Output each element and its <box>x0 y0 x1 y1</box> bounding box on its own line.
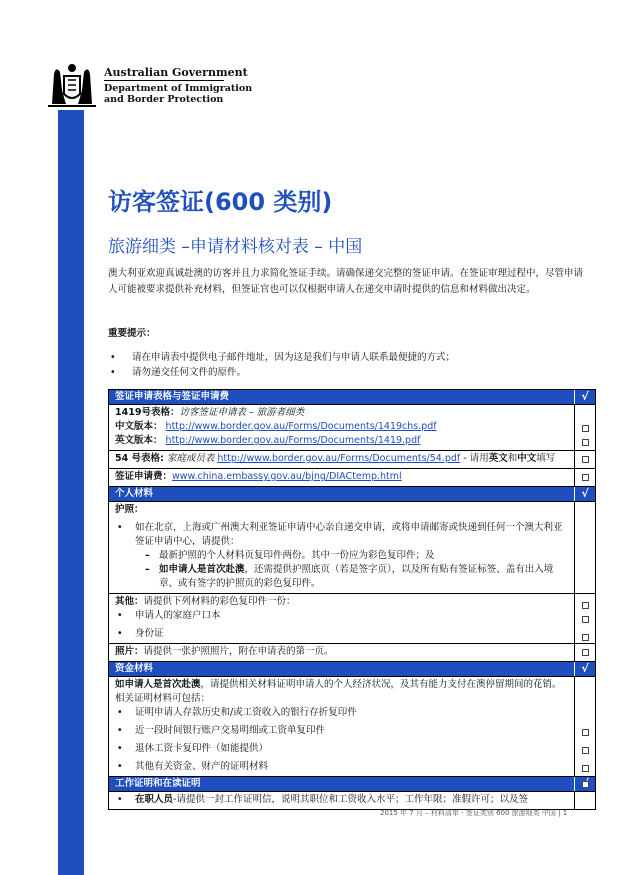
government-branding <box>104 66 252 105</box>
checkbox[interactable] <box>582 781 589 788</box>
work-item <box>115 793 570 807</box>
checkbox[interactable] <box>582 747 589 754</box>
other-item-2: • 身份证 <box>115 627 570 641</box>
form-1419-english-link[interactable]: http://www.border.gov.au/Forms/Documents/1419.pdf <box>165 435 421 446</box>
form-54-note-english: 英文 <box>488 453 508 464</box>
work-text: -请提供一封工作证明信，说明其职位和工资收入水平；工作年限；准假许可；以及签 <box>173 794 528 805</box>
notice-item: • 请勿递交任何文件的原件。 <box>108 365 583 380</box>
table-row-form1419 <box>108 405 596 451</box>
section-title: 资金材料 <box>108 662 574 676</box>
page-title: 访客签证(600 类别) <box>108 188 333 216</box>
coat-of-arms-icon <box>44 60 100 110</box>
notices-list <box>108 350 583 380</box>
other-item-1: • 申请人的家庭户口本 <box>115 609 570 623</box>
table-row-other <box>108 594 596 644</box>
employed-label: 在职人员 <box>135 794 174 805</box>
section-header-work <box>108 777 596 792</box>
funds-first-visit-label: 如申请人是首次赴澳 <box>115 679 201 690</box>
page-subtitle: 旅游细类 –申请材料核对表 – 中国 <box>108 237 363 257</box>
section-header-funds <box>108 662 596 677</box>
check-cell <box>574 594 596 643</box>
table-row-photo <box>108 644 596 662</box>
check-cell <box>574 405 596 450</box>
form-54-note-fill: 填写 <box>536 453 556 464</box>
checkbox[interactable] <box>582 765 589 772</box>
checklist-table <box>108 389 596 810</box>
section-title: 签证申请表格与签证申请费 <box>108 390 574 404</box>
check-mark-icon: √ <box>574 487 596 501</box>
form-54-link[interactable]: http://www.border.gov.au/Forms/Documents/54.pdf <box>217 453 461 464</box>
row-content <box>108 792 574 809</box>
row-content <box>108 677 574 776</box>
passport-label: 护照： <box>115 504 144 515</box>
other-text: 请提供下列材料的彩色复印件一份： <box>143 596 296 607</box>
check-cell <box>574 677 596 776</box>
passport-dash-1: – 最新护照的个人材料页复印件两份。其中一份应为彩色复印件；及 <box>115 549 570 563</box>
check-cell <box>574 451 596 468</box>
form-54-desc: 家庭成员表 <box>166 453 215 464</box>
funds-item-4: • 其他有关资金、财产的证明材料 <box>115 760 570 774</box>
check-cell <box>574 644 596 661</box>
check-cell <box>574 502 596 593</box>
form-1419-desc: 访客签证申请表 – 旅游者细类 <box>179 407 305 418</box>
page-footer: 2015 年 7 月 – 材料清单 - 签证类别 600 旅游细类 中国 | 1 <box>380 809 568 817</box>
checkbox[interactable] <box>582 474 589 481</box>
notice-item: • 请在申请表中提供电子邮件地址，因为这是我们与申请人联系最便捷的方式； <box>108 350 583 365</box>
check-cell <box>574 792 596 809</box>
passport-bullet: • 如在北京，上海或广州澳大利亚签证申请中心亲自递交申请，或将申请邮寄或快递到任何一个澳大利亚签证申请中心，请提供： <box>115 521 570 549</box>
chinese-version-label: 中文版本： <box>115 421 163 432</box>
checkbox[interactable] <box>582 439 589 446</box>
form-54-note: - 请用 <box>460 453 489 464</box>
funds-item-2: • 近一段时间银行账户交易明细或工资单复印件 <box>115 724 570 738</box>
checkbox[interactable] <box>582 729 589 736</box>
check-cell <box>574 469 596 486</box>
checkbox[interactable] <box>582 616 589 623</box>
department-line-2: and Border Protection <box>104 94 224 105</box>
government-name: Australian Government <box>104 66 248 79</box>
side-color-bar <box>58 110 84 875</box>
first-visit-label: 如申请人是首次赴澳 <box>159 564 245 575</box>
funds-intro: ，请提供相关材料证明申请人的个人经济状况，及其有能力支付在澳停留期间的花销。相关证明材料可包括： <box>115 679 562 704</box>
form-54-label: 54 号表格: <box>115 453 164 464</box>
funds-item-3: • 退休工资卡复印件（如能提供） <box>115 742 570 756</box>
form-54-note-and: 和 <box>507 453 518 464</box>
table-row-form54 <box>108 451 596 469</box>
section-title: 个人材料 <box>108 487 574 501</box>
form-1419-chinese-link[interactable]: http://www.border.gov.au/Forms/Documents/1419chs.pdf <box>165 421 437 432</box>
checkbox[interactable] <box>582 649 589 656</box>
section-title: 工作证明和在读证明 <box>108 777 574 791</box>
section-header-personal <box>108 487 596 502</box>
header-divider <box>104 80 224 81</box>
funds-item-1: • 证明申请人存款历史和/或工资收入的银行存折复印件 <box>115 706 570 720</box>
form-54-note-chinese: 中文 <box>517 453 537 464</box>
row-content <box>108 594 574 643</box>
fee-link[interactable]: www.china.embassy.gov.au/bjng/DIACtemp.html <box>172 471 402 482</box>
table-row-funds <box>108 677 596 777</box>
form-1419-label: 1419号表格： <box>115 407 180 418</box>
check-mark-icon: √ <box>574 390 596 404</box>
section-header-forms <box>108 390 596 405</box>
department-line-1: Department of Immigration <box>104 83 253 94</box>
table-row-passport <box>108 502 596 594</box>
row-content <box>108 469 574 486</box>
passport-dash-2-text: ，还需提供护照底页（若是签字页），以及所有贴有签证标签、盖有出入境章、或有签字的护照页的彩色复印件。 <box>159 564 554 589</box>
table-row-fee <box>108 469 596 487</box>
row-content <box>108 405 574 450</box>
checkbox[interactable] <box>582 634 589 641</box>
checkbox[interactable] <box>582 456 589 463</box>
row-content <box>108 644 574 661</box>
english-version-label: 英文版本： <box>115 435 163 446</box>
intro-paragraph: 澳大利亚欢迎真诚赴澳的访客并且力求简化签证手续。请确保递交完整的签证申请。在签证审理过程中，尽管申请人可能被要求提供补充材料，但签证官也可以仅根据申请人在递交申请时提供的信息和材料做出决定。 <box>108 268 584 295</box>
check-mark-icon: √ <box>574 662 596 676</box>
fee-label: 签证申请费： <box>115 471 173 482</box>
row-content <box>108 502 574 593</box>
notices-heading: 重要提示： <box>108 328 156 339</box>
photo-text: 请提供一张护照照片，附在申请表的第一页。 <box>143 646 334 657</box>
other-label: 其他： <box>115 596 144 607</box>
row-content <box>108 451 574 468</box>
photo-label: 照片： <box>115 646 144 657</box>
checkbox[interactable] <box>582 425 589 432</box>
passport-dash-2 <box>115 563 570 591</box>
